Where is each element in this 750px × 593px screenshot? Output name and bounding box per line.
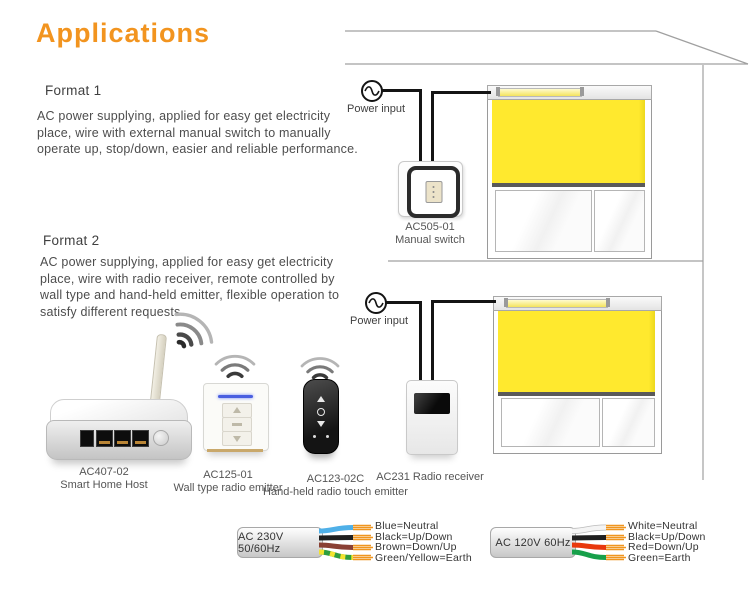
format1-paragraph: AC power supplying, applied for easy get electricity place, wire with external manual switch to manually operate up, stop/down, easier and reliable performance. (37, 109, 358, 156)
tube-bracket-icon (504, 298, 508, 307)
switch-to-blind-wire-1 (431, 91, 434, 165)
roller-shade-1 (492, 97, 645, 184)
shade-bottom-bar-1 (492, 183, 645, 187)
shade-bottom-bar-2 (498, 392, 655, 396)
emitter-base (207, 449, 263, 452)
router-model: AC407-02 (79, 466, 129, 478)
cable-230v-wires (319, 519, 375, 565)
wire-label: Blue=Neutral (375, 520, 439, 532)
ac-power-source-icon (361, 80, 383, 102)
wifi-waves-icon (205, 341, 265, 383)
handheld-remote-device (303, 379, 339, 454)
wire-label: Green=Earth (628, 552, 691, 565)
cable-230v-wire-labels (375, 521, 472, 564)
router-button (153, 430, 169, 446)
copper-strands-icon (353, 526, 373, 560)
tube-bracket-icon (496, 87, 500, 96)
black-wire (572, 538, 606, 539)
manual-switch-device (398, 161, 463, 217)
tube-bracket-icon (606, 298, 610, 307)
power-port-icon (80, 430, 94, 447)
ac-sine-icon (363, 82, 381, 100)
page-title: Applications (36, 18, 211, 48)
wall-emitter-device (203, 383, 269, 451)
radio-receiver-device (406, 380, 458, 455)
wall-emitter-model: AC125-01 (203, 469, 253, 481)
remote-model: AC123-02C (306, 473, 365, 485)
blue-wire (319, 528, 353, 532)
stop-bar-icon (232, 423, 242, 426)
switch-to-blind-wire-1 (431, 91, 491, 94)
window-pane-left-2 (501, 398, 600, 447)
power-wire-2 (419, 301, 422, 380)
switch-name: Manual switch (395, 234, 465, 246)
cable-120v-label: AC 120V 60Hz (495, 536, 571, 549)
white-wire-outline (572, 528, 606, 532)
manual-switch-label (360, 221, 500, 247)
wire-label: Black=Up/Down (628, 530, 706, 543)
stop-ring-icon (317, 408, 325, 416)
wire-label: Brown=Down/Up (375, 541, 457, 554)
receiver-to-blind-wire-2 (431, 300, 434, 380)
green-wire (572, 552, 606, 558)
remote-name: Hand-held radio touch emitter (263, 486, 408, 498)
ethernet-port-icon (132, 430, 149, 447)
power-input-label-2: Power input (350, 315, 409, 327)
wire-label: Green/Yellow=Earth (375, 552, 472, 565)
headrail-2 (493, 296, 662, 311)
black-wire (319, 538, 353, 539)
format2-heading: Format 2 (43, 233, 100, 248)
remote-dot-icon (326, 435, 329, 438)
cable-120v-wire-labels (628, 521, 706, 564)
power-input-label-1: Power input (347, 103, 406, 115)
motor-tube-icon (506, 299, 608, 308)
remote-dot-icon (313, 435, 316, 438)
emitter-stop-button (222, 417, 252, 432)
power-wire-1 (379, 89, 422, 92)
copper-strands-icon (606, 526, 626, 560)
handheld-remote-label (258, 473, 413, 499)
format1-heading: Format 1 (45, 83, 102, 98)
switch-frame (407, 166, 460, 218)
up-arrow-icon (317, 396, 325, 402)
emitter-down-button (222, 431, 252, 446)
up-arrow-icon (233, 407, 241, 413)
format2-paragraph: AC power supplying, applied for easy get electricity place, wire with radio receiver, remote controlled by wall type and hand-held emitter, flexible operation to satisfy different requests. (40, 255, 340, 319)
ac-sine-icon (367, 294, 385, 312)
roof-diagonal-line (656, 31, 748, 64)
white-wire (572, 528, 606, 532)
power-wire-2 (383, 301, 422, 304)
window-pane-left-1 (495, 190, 592, 252)
router-name: Smart Home Host (60, 479, 148, 491)
switch-model: AC505-01 (405, 221, 455, 233)
power-wire-1 (419, 89, 422, 165)
red-wire (572, 545, 606, 548)
window-pane-right-1 (594, 190, 645, 252)
window-pane-right-2 (602, 398, 655, 447)
wire-label: Red=Down/Up (628, 541, 699, 554)
wire-label: White=Neutral (628, 520, 698, 532)
emitter-led (218, 395, 253, 398)
receiver-to-blind-wire-2 (431, 300, 496, 303)
cable-230v-label: AC 230V 50/60Hz (238, 530, 284, 555)
green-yellow-wire (319, 552, 353, 558)
down-arrow-icon (233, 436, 241, 442)
ac-power-source-icon (365, 292, 387, 314)
emitter-up-button (222, 403, 252, 418)
down-arrow-icon (317, 421, 325, 427)
receiver-screen (414, 393, 450, 414)
wire-label: Black=Up/Down (375, 530, 453, 543)
cable-120v-wires (572, 519, 628, 565)
cable-120v (490, 527, 576, 558)
ethernet-port-icon (96, 430, 113, 447)
ethernet-port-icon (114, 430, 131, 447)
brown-wire (319, 545, 353, 548)
switch-key (425, 181, 442, 203)
green-yellow-wire-stripe (319, 552, 353, 558)
tube-bracket-icon (580, 87, 584, 96)
wifi-waves-icon (292, 344, 348, 384)
wall-emitter-name: Wall type radio emitter (173, 482, 283, 494)
roller-shade-2 (498, 308, 655, 393)
headrail-1 (487, 85, 652, 100)
motor-tube-icon (498, 88, 582, 97)
cable-230v (237, 527, 323, 558)
receiver-name: AC231 Radio receiver (376, 471, 484, 483)
